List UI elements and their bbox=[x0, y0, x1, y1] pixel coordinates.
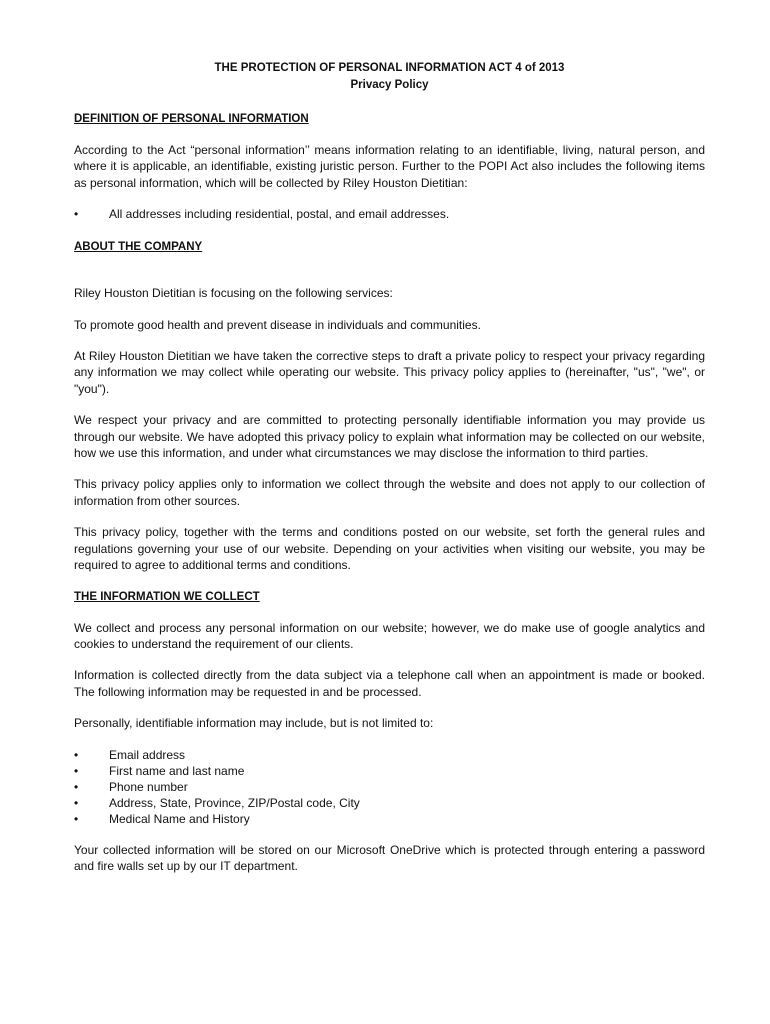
collect-paragraph-1: We collect and process any personal information on our website; however, we do make use of google analytics and cookies to understand the requirement of our clients. bbox=[74, 620, 705, 651]
list-item: • Medical Name and History bbox=[74, 811, 250, 826]
about-paragraph-3: At Riley Houston Dietitian we have taken the corrective steps to draft a private policy to respect your privacy regarding any information we may collect while operating our website. This privacy policy applies to (hereinafter, "us", "we", or "you"). bbox=[74, 349, 705, 396]
definition-paragraph: According to the Act “personal information’’ means information relating to an identifiable, living, natural person, and where it is applicable, an identifiable, existing juristic person. Further to the POPI Act also includes the following items as personal information, which will be collected by Riley Houston Dietitian: bbox=[74, 143, 705, 190]
collect-bullet-list bbox=[74, 747, 705, 827]
document-title bbox=[74, 60, 705, 94]
collect-paragraph-2: Information is collected directly from the data subject via a telephone call when an appointment is made or booked. The following information may be requested in and be processed. bbox=[74, 668, 705, 699]
bullet-icon: • bbox=[74, 747, 79, 762]
heading-collect: THE INFORMATION WE COLLECT bbox=[74, 590, 260, 603]
list-item: • Address, State, Province, ZIP/Postal code, City bbox=[74, 795, 360, 810]
bullet-icon: • bbox=[74, 811, 79, 826]
list-item: • All addresses including residential, postal, and email addresses. bbox=[74, 207, 450, 222]
about-paragraph-1: Riley Houston Dietitian is focusing on the following services: bbox=[74, 286, 393, 301]
about-paragraph-5: This privacy policy applies only to information we collect through the website and does not apply to our collection of information from other sources. bbox=[74, 477, 705, 508]
list-item: • First name and last name bbox=[74, 763, 245, 778]
list-item: • Phone number bbox=[74, 779, 188, 794]
title-act: THE PROTECTION OF PERSONAL INFORMATION ACT 4 of 2013 bbox=[214, 62, 565, 74]
collect-paragraph-3: Personally, identifiable information may include, but is not limited to: bbox=[74, 716, 434, 731]
bullet-icon: • bbox=[74, 763, 79, 778]
about-paragraph-4: We respect your privacy and are committed to protecting personally identifiable information you may provide us through our website. We have adopted this privacy policy to explain what information may be collected on our website, how we use this information, and under what circumstances we may disclose the information to third parties. bbox=[74, 413, 705, 461]
bullet-icon: • bbox=[74, 779, 79, 794]
about-paragraph-6: This privacy policy, together with the terms and conditions posted on our website, set forth the general rules and regulations governing your use of our website. Depending on your activities when visiting our website, you may be required to agree to additional terms and conditions. bbox=[74, 525, 705, 573]
heading-definition: DEFINITION OF PERSONAL INFORMATION bbox=[74, 113, 309, 125]
definition-bullet-list bbox=[74, 206, 705, 222]
collect-paragraph-4: Your collected information will be stored on our Microsoft OneDrive which is protected through entering a password and fire walls set up by our IT department. bbox=[74, 842, 705, 873]
about-paragraph-2: To promote good health and prevent disease in individuals and communities. bbox=[74, 317, 481, 332]
bullet-icon: • bbox=[74, 795, 79, 810]
list-item: • Email address bbox=[74, 747, 186, 762]
heading-about: ABOUT THE COMPANY bbox=[74, 241, 203, 254]
title-policy: Privacy Policy bbox=[350, 79, 429, 91]
bullet-icon: • bbox=[74, 207, 79, 222]
